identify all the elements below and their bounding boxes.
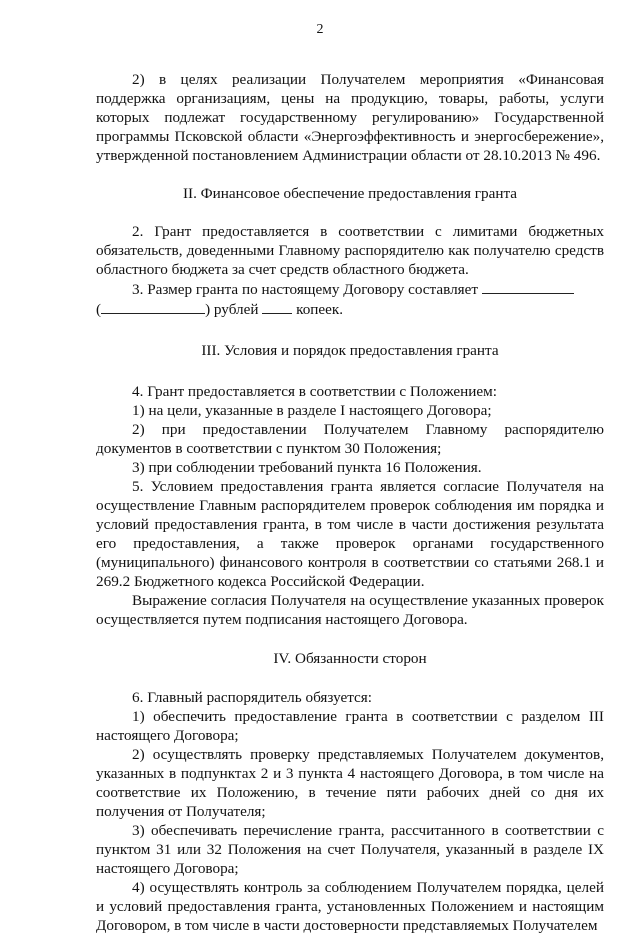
document-body: [96, 70, 604, 935]
paragraph-4: 4. Грант предоставляется в соответствии с Положением:: [132, 383, 497, 400]
amount-words-blank: [101, 299, 205, 314]
paragraph-grant-limits: 2. Грант предоставляется в соответствии с лимитами бюджетных обязательств, доведенными Главному распорядителю как получателю средств областного бюджета за счет средств областного бюджета.: [96, 223, 604, 278]
paragraph-6-3: 3) обеспечивать перечисление гранта, рассчитанного в соответствии с пунктом 31 или 32 Положения на счет Получателя, указанный в разделе IX настоящего Договора;: [96, 822, 604, 877]
paragraph-6-1: 1) обеспечить предоставление гранта в соответствии с разделом III настоящего Договора;: [96, 708, 604, 744]
paragraph-6: 6. Главный распорядитель обязуется:: [132, 689, 372, 706]
paragraph-5-consent: Выражение согласия Получателя на осуществление указанных проверок осуществляется путем подписания настоящего Договора.: [96, 592, 604, 628]
section-heading-2: II. Финансовое обеспечение предоставления гранта: [182, 185, 518, 202]
amount-blank: [482, 279, 574, 294]
paren-open: (: [96, 301, 102, 318]
kopecks-label: копеек.: [296, 301, 344, 318]
kopecks-blank: [262, 299, 292, 314]
paragraph-4-2: 2) при предоставлении Получателем Главному распорядителю документов в соответствии с пунктом 30 Положения;: [96, 421, 604, 457]
paragraph-6-2: 2) осуществлять проверку представляемых Получателем документов, указанных в подпунктах 2 и 3 пункта 4 настоящего Договора, в том числе на соответствие их Положению, в течение пяти рабочих дней со дня их получения от Получателя;: [96, 746, 604, 820]
page-number: 2: [316, 22, 324, 37]
paragraph-5: 5. Условием предоставления гранта является согласие Получателя на осуществление Главным распорядителем проверок соблюдения им порядка и условий предоставления гранта, в том числе в части достижения результата его предоставления, а также проверок органами государственного (муниципального) финансового контроля в соответствии со статьями 268.1 и 269.2 Бюджетного кодекса Российской Федерации.: [96, 478, 604, 590]
paragraph-6-4: 4) осуществлять контроль за соблюдением Получателем порядка, целей и условий предоставления гранта, установленных Положением и настоящим Договором, в том числе в части достоверности представляемых Получателем: [96, 879, 604, 934]
rubles-label: ) рублей: [205, 301, 259, 318]
section-heading-4: IV. Обязанности сторон: [273, 650, 427, 667]
paragraph-grant-amount: [96, 279, 604, 319]
section-heading-3: III. Условия и порядок предоставления гранта: [201, 342, 499, 359]
paragraph-2-goal: 2) в целях реализации Получателем мероприятия «Финансовая поддержка организациям, цены на продукцию, товары, работы, услуги которых подлежат государственному регулированию» Государственной программы Псковской области «Энергоэффективность и энергосбережение», утвержденной постановлением Администрации области от 28.10.2013 № 496.: [96, 71, 604, 164]
grant-amount-text: 3. Размер гранта по настоящему Договору составляет: [132, 281, 479, 298]
paragraph-4-1: 1) на цели, указанные в разделе I настоящего Договора;: [132, 402, 492, 419]
paragraph-4-3: 3) при соблюдении требований пункта 16 Положения.: [132, 459, 482, 476]
